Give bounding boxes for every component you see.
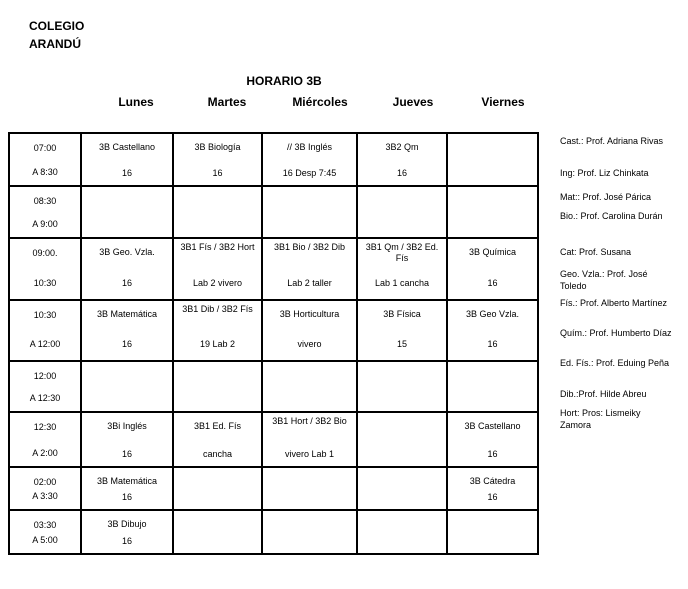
class-subject: 3B Castellano [464,421,521,431]
time-cell [9,186,81,238]
time-cell [9,238,81,300]
class-room: 16 Desp 7:45 [282,168,337,178]
class-subject: 3B1 Dib / 3B2 Fís [182,304,253,314]
time-cell [9,361,81,412]
class-subject: 3B Matemática [96,476,158,486]
class-cell-mon [81,510,173,554]
class-room: 15 [396,339,407,349]
class-cell-wed [262,300,357,361]
class-subject: 3B Geo Vzla. [465,309,520,319]
class-subject: 3B2 Qm [385,142,419,152]
time-end: 10:30 [33,278,57,288]
class-cell-mon [81,467,173,510]
schedule-row-0830 [9,186,538,238]
class-subject: // 3B Inglés [286,142,333,152]
class-cell-tue [173,300,262,361]
class-cell-thu [357,510,447,554]
legend-entry: Dib.:Prof. Hilde Abreu [560,389,647,399]
class-room: 16 [121,536,132,546]
legend-entry: Ing: Prof. Liz Chinkata [560,168,649,178]
time-start: 12:00 [33,371,57,381]
day-header-tuesday: Martes [207,95,247,109]
class-cell-mon [81,300,173,361]
school-name-line-2: ARANDÚ [29,37,81,51]
class-subject: 3B Cátedra [469,476,516,486]
schedule-table [8,132,539,555]
time-cell [9,412,81,467]
class-room: 16 [121,449,132,459]
class-subject: 3B Geo. Vzla. [99,247,155,257]
class-room: 19 Lab 2 [199,339,236,349]
class-room: 16 [487,278,498,288]
time-start: 02:00 [33,477,57,487]
time-end: A 2:00 [32,448,58,458]
class-room: 16 [121,339,132,349]
class-room: 16 [212,168,223,178]
class-cell-fri [447,510,538,554]
class-subject: 3Bi Inglés [107,421,147,431]
class-cell-tue [173,186,262,238]
time-end: A 9:00 [32,219,58,229]
class-subject: 3B Biología [194,142,241,152]
class-cell-thu [357,467,447,510]
legend-entry: Geo. Vzla.: Prof. José Toledo [560,269,648,291]
class-cell-fri [447,412,538,467]
class-room: 16 [396,168,407,178]
time-start: 03:30 [33,520,57,530]
class-cell-thu [357,238,447,300]
class-room: 16 [121,492,132,502]
day-header-friday: Viernes [481,95,525,109]
class-cell-tue [173,510,262,554]
class-subject: 3B Dibujo [107,519,147,529]
schedule-row-1030 [9,300,538,361]
legend-entry: Fís.: Prof. Alberto Martínez [560,298,668,308]
legend-entry: Mat:: Prof. José Párica [560,192,652,202]
class-room: 16 [121,278,132,288]
legend-entry: Cat: Prof. Susana [560,247,632,257]
class-subject: 3B1 Hort / 3B2 Bio [272,416,347,426]
class-cell-wed [262,361,357,412]
schedule-title: HORARIO 3B [246,74,322,88]
class-cell-mon [81,238,173,300]
legend-entry: Cast.: Prof. Adriana Rivas [560,136,664,146]
class-cell-fri [447,467,538,510]
class-subject: 3B Física [383,309,421,319]
class-subject: 3B Química [468,247,517,257]
class-subject: 3B Horticultura [279,309,340,319]
class-cell-thu [357,186,447,238]
class-cell-wed [262,412,357,467]
time-start: 07:00 [33,143,57,153]
schedule-row-0900 [9,238,538,300]
class-cell-tue [173,467,262,510]
class-cell-mon [81,361,173,412]
class-room: 16 [487,492,498,502]
class-cell-fri [447,186,538,238]
schedule-row-0700 [9,133,538,186]
time-cell [9,300,81,361]
time-start: 12:30 [33,422,57,432]
class-room: Lab 2 taller [287,278,332,288]
class-cell-fri [447,238,538,300]
class-cell-thu [357,300,447,361]
class-cell-tue [173,361,262,412]
schedule-row-0200 [9,467,538,510]
class-cell-thu [357,133,447,186]
class-cell-tue [173,133,262,186]
class-cell-thu [357,361,447,412]
legend-entry: Ed. Fís.: Prof. Eduing Peña [560,358,670,368]
class-cell-wed [262,467,357,510]
class-cell-wed [262,186,357,238]
class-cell-fri [447,300,538,361]
day-header-thursday: Jueves [392,95,434,109]
school-name [29,17,84,53]
legend-entry: Bio.: Prof. Carolina Durán [560,211,663,221]
schedule-row-1200 [9,361,538,412]
time-start: 08:30 [33,196,57,206]
schedule-row-0330 [9,510,538,554]
class-cell-tue [173,238,262,300]
class-cell-wed [262,238,357,300]
time-end: A 5:00 [32,535,58,545]
time-cell [9,467,81,510]
class-room: Lab 2 vivero [192,278,243,288]
class-subject: 3B Castellano [98,142,156,152]
time-end: A 8:30 [32,167,58,177]
legend-entry: Quím.: Prof. Humberto Díaz [560,328,672,338]
class-cell-tue [173,412,262,467]
legend-entry: Hort: Pros: Lismeiky Zamora [560,408,641,430]
day-header-monday: Lunes [118,95,154,109]
class-room: vivero Lab 1 [284,449,335,459]
class-cell-mon [81,133,173,186]
time-end: A 12:30 [29,393,61,403]
time-start: 09:00. [32,248,58,258]
class-subject: 3B1 Ed. Fís [193,421,242,431]
class-room: 16 [487,449,498,459]
class-cell-mon [81,412,173,467]
class-room: vivero [297,339,322,349]
time-end: A 12:00 [29,339,61,349]
class-cell-mon [81,186,173,238]
class-room: 16 [487,339,498,349]
time-cell [9,133,81,186]
class-subject: 3B1 Bio / 3B2 Dib [273,242,346,252]
class-room: Lab 1 cancha [374,278,430,288]
class-cell-fri [447,361,538,412]
class-cell-wed [262,510,357,554]
class-subject: 3B Matemática [96,309,158,319]
class-room: cancha [202,449,233,459]
class-cell-thu [357,412,447,467]
day-header-wednesday: Miércoles [292,95,348,109]
schedule-row-1230 [9,412,538,467]
class-cell-wed [262,133,357,186]
time-start: 10:30 [33,310,57,320]
time-end: A 3:30 [32,491,58,501]
class-subject: 3B1 Fís / 3B2 Hort [180,242,255,252]
class-room: 16 [121,168,132,178]
class-cell-fri [447,133,538,186]
class-subject: 3B1 Qm / 3B2 Ed. Fís [365,242,439,263]
time-cell [9,510,81,554]
school-name-line-1: COLEGIO [29,19,85,33]
